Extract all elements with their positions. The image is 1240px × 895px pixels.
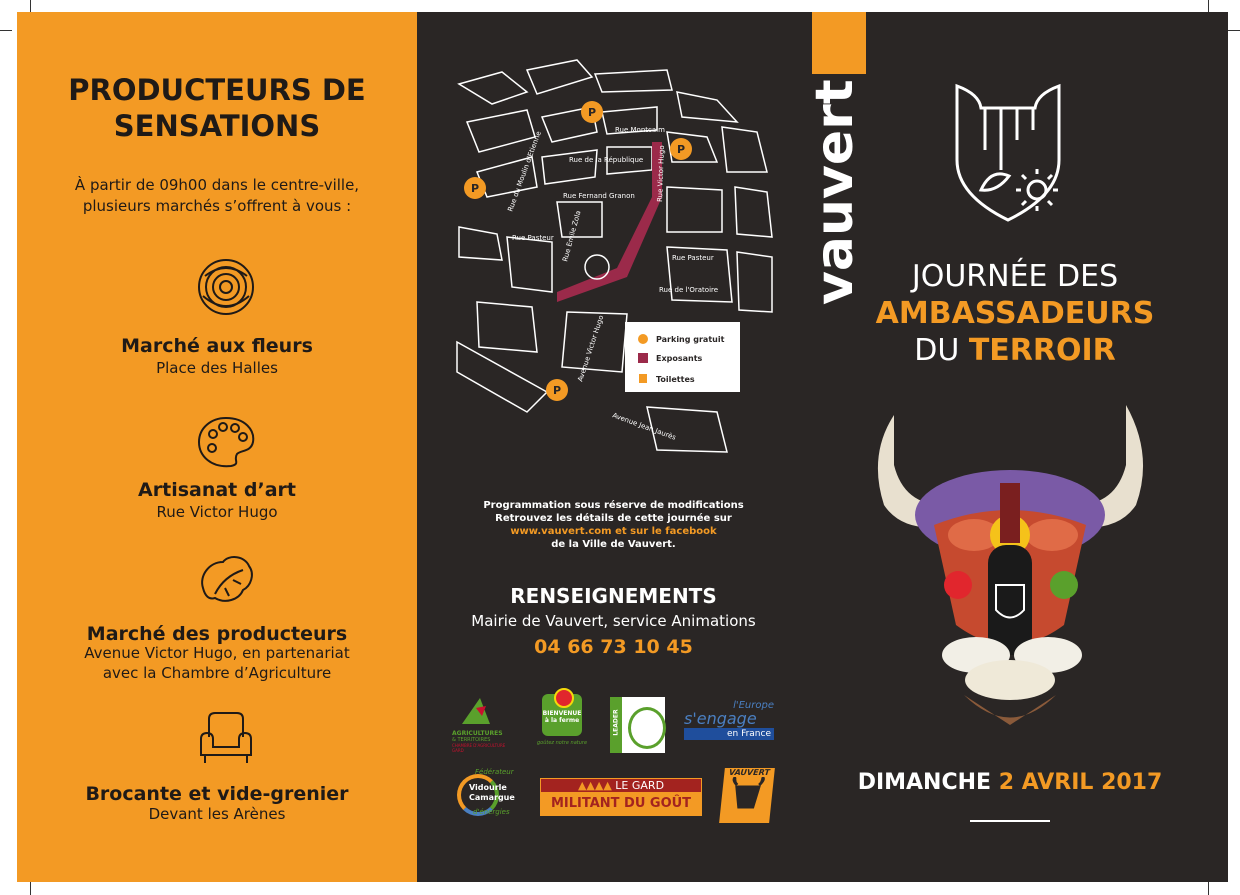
note-line: Programmation sous réserve de modifications bbox=[483, 500, 744, 511]
street-label: Rue Emile Zola bbox=[561, 209, 583, 263]
street-label: Rue Montcalm bbox=[615, 126, 665, 134]
item-title: Marché aux fleurs bbox=[121, 335, 313, 357]
europe-engage-logo bbox=[684, 700, 774, 750]
logo-text: Vidourle bbox=[469, 783, 507, 792]
logo-text: Camargue bbox=[469, 793, 515, 802]
street-label: Rue Fernand Granon bbox=[563, 192, 635, 200]
crop-mark bbox=[0, 30, 12, 31]
legend-toilettes: Toilettes bbox=[656, 375, 695, 384]
note-line: Retrouvez les détails de cette journée sur bbox=[495, 513, 732, 524]
logo-text: s'engage bbox=[684, 709, 757, 728]
divider bbox=[970, 820, 1050, 822]
event-date bbox=[810, 770, 1210, 795]
event-title-line1: JOURNÉE DES bbox=[911, 259, 1119, 294]
gard-militant-logo: ▲▲▲▲ LE GARD MILITANT DU GOÛT bbox=[540, 778, 702, 816]
item-sub: Place des Halles bbox=[156, 359, 278, 377]
bienvenue-ferme-logo bbox=[532, 694, 592, 754]
bull-terroir-illustration bbox=[864, 395, 1156, 735]
item-sub: Rue Victor Hugo bbox=[156, 503, 278, 521]
intro-line: À partir de 09h00 dans le centre-ville, bbox=[74, 176, 360, 194]
parking-marker: P bbox=[676, 143, 686, 156]
title-word: DU bbox=[914, 333, 960, 368]
logo-text: VAUVERT bbox=[728, 768, 771, 777]
palette-icon bbox=[195, 410, 257, 472]
parking-marker: P bbox=[587, 106, 597, 119]
logo-text: Fédérateur bbox=[475, 768, 514, 776]
title-word-highlight: TERROIR bbox=[968, 333, 1116, 368]
brand-wordmark: vauvert bbox=[805, 79, 865, 305]
item-sub-line: avec la Chambre d’Agriculture bbox=[102, 664, 332, 682]
item-sub-line: Avenue Victor Hugo, en partenariat bbox=[84, 644, 350, 662]
logo-text: CHAMBRE D'AGRICULTURE bbox=[452, 743, 506, 748]
logo-text: d'énergies bbox=[473, 808, 510, 816]
info-sub: Mairie de Vauvert, service Animations bbox=[471, 612, 756, 630]
armchair-icon bbox=[195, 707, 257, 769]
logo-text: goûtez notre nature bbox=[536, 740, 588, 746]
item-title: Artisanat d’art bbox=[138, 479, 296, 501]
logo-text: en France bbox=[684, 728, 774, 740]
vidourle-camargue-logo bbox=[455, 768, 525, 820]
left-title-line: SENSATIONS bbox=[113, 109, 321, 143]
logo-text: GARD bbox=[452, 748, 464, 753]
street-label: Rue Pasteur bbox=[672, 254, 714, 262]
programme-note bbox=[417, 499, 810, 551]
street-label: Rue de l'Oratoire bbox=[659, 286, 719, 294]
note-line: de la Ville de Vauvert. bbox=[551, 539, 676, 550]
street-label: Rue Victor Hugo bbox=[656, 145, 666, 203]
item-sub: Devant les Arènes bbox=[148, 805, 286, 823]
logo-text: AGRICULTURES bbox=[452, 730, 503, 737]
logo-text: à la ferme bbox=[544, 717, 580, 724]
item-title: Marché des producteurs bbox=[86, 623, 348, 645]
street-label: Avenue Jean Jaurès bbox=[611, 411, 678, 442]
street-map bbox=[417, 12, 810, 482]
event-title-line3 bbox=[840, 332, 1190, 369]
logo-text: MILITANT DU GOÛT bbox=[541, 792, 701, 815]
logo-text: l'Europe bbox=[733, 700, 774, 711]
info-title: RENSEIGNEMENTS bbox=[510, 584, 717, 608]
vauvert-bull-logo bbox=[719, 768, 775, 823]
legend-exposants: Exposants bbox=[656, 354, 703, 363]
left-title-line: PRODUCTEURS DE bbox=[68, 73, 366, 107]
intro-line: plusieurs marchés s’offrent à vous : bbox=[82, 197, 352, 215]
leader-logo bbox=[610, 697, 665, 753]
street-label: Rue de la République bbox=[569, 156, 644, 164]
date-value: 2 AVRIL 2017 bbox=[998, 770, 1163, 795]
crop-mark bbox=[1208, 882, 1209, 895]
item-title: Brocante et vide-grenier bbox=[85, 783, 349, 805]
parking-marker: P bbox=[552, 384, 562, 397]
logo-text: LEADER bbox=[612, 709, 620, 736]
crop-mark bbox=[1228, 30, 1240, 31]
crop-mark bbox=[1208, 0, 1209, 12]
crop-mark bbox=[30, 0, 31, 12]
date-day: DIMANCHE bbox=[857, 770, 992, 795]
phone-number: 04 66 73 10 45 bbox=[534, 636, 693, 658]
brand-band bbox=[812, 12, 866, 74]
left-intro bbox=[0, 175, 452, 217]
flower-icon bbox=[195, 256, 257, 318]
legend-parking: Parking gratuit bbox=[656, 335, 725, 344]
crop-mark bbox=[30, 882, 31, 895]
logo-text: & TERRITOIRES bbox=[452, 737, 491, 743]
emblem-icon bbox=[951, 80, 1066, 225]
street-label: Rue Pasteur bbox=[512, 234, 554, 242]
parking-marker: P bbox=[470, 182, 480, 195]
item-sub bbox=[7, 643, 427, 683]
vegetable-icon bbox=[195, 548, 257, 610]
logo-text: BIENVENUE bbox=[542, 710, 582, 717]
event-title-line2: AMBASSADEURS bbox=[875, 296, 1155, 331]
left-title bbox=[0, 72, 452, 144]
agricultures-logo bbox=[452, 696, 517, 754]
logo-text: LE GARD bbox=[615, 779, 665, 792]
street-label: Rue du Moulin d'Etienne bbox=[506, 130, 543, 213]
note-link[interactable]: www.vauvert.com et sur le facebook bbox=[510, 526, 717, 537]
street-label: Avenue Victor Hugo bbox=[576, 314, 606, 383]
